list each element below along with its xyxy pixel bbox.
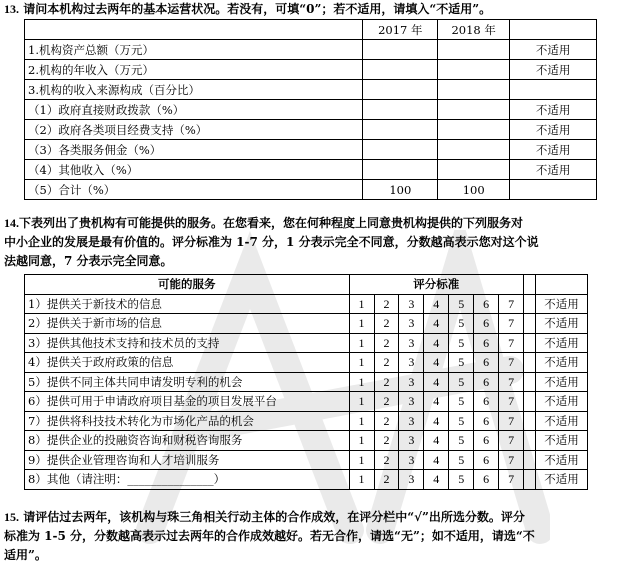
table-row	[25, 160, 597, 180]
score-option-7[interactable]: 7	[499, 314, 524, 334]
service-label: 7）提供将科技技术转化为市场化产品的机会	[25, 411, 350, 431]
table-row	[25, 372, 588, 392]
gap-cell	[524, 294, 536, 314]
score-option-1[interactable]: 1	[349, 411, 374, 431]
score-option-3[interactable]: 3	[399, 294, 424, 314]
question-text: 请问本机构过去两年的基本运营状况。若没有，可填“0”；若不适用，请填入“不适用”。	[23, 2, 492, 16]
not-applicable-option[interactable]: 不适用	[510, 120, 597, 140]
score-option-1[interactable]: 1	[349, 392, 374, 412]
header-service: 可能的服务	[25, 275, 350, 295]
score-option-1[interactable]: 1	[349, 431, 374, 451]
table-header-row	[25, 275, 588, 295]
value-2017[interactable]	[363, 140, 438, 160]
score-option-7[interactable]: 7	[499, 450, 524, 470]
score-option-5[interactable]: 5	[449, 353, 474, 373]
score-option-4[interactable]: 4	[424, 450, 449, 470]
table-row	[25, 100, 597, 120]
score-option-5[interactable]: 5	[449, 450, 474, 470]
service-label: 3）提供其他技术支持和技术员的支持	[25, 333, 350, 353]
question-13	[4, 0, 491, 19]
table-header-row	[25, 20, 597, 40]
header-na-blank	[510, 20, 597, 40]
question-number: 14.	[4, 216, 19, 230]
row-label: （3）各类服务佣金（%）	[25, 140, 363, 160]
services-rating-table	[24, 274, 588, 490]
table-row	[25, 431, 588, 451]
not-applicable-option[interactable]: 不适用	[536, 392, 588, 412]
score-option-2[interactable]: 2	[374, 431, 399, 451]
score-option-3[interactable]: 3	[399, 353, 424, 373]
table-row	[25, 411, 588, 431]
score-option-3[interactable]: 3	[399, 431, 424, 451]
not-applicable-option[interactable]: 不适用	[536, 333, 588, 353]
not-applicable-option[interactable]	[510, 180, 597, 200]
score-option-1[interactable]: 1	[349, 294, 374, 314]
gap-cell	[524, 392, 536, 412]
gap-cell	[524, 470, 536, 490]
value-2018[interactable]	[438, 40, 510, 60]
not-applicable-option[interactable]: 不适用	[536, 372, 588, 392]
table-row	[25, 470, 588, 490]
question-text-line3: 法越同意，7 分表示完全同意。	[4, 254, 173, 268]
table-row	[25, 140, 597, 160]
score-option-6[interactable]: 6	[474, 431, 499, 451]
value-2017[interactable]	[363, 160, 438, 180]
score-option-2[interactable]: 2	[374, 294, 399, 314]
score-option-7[interactable]: 7	[499, 431, 524, 451]
score-option-6[interactable]: 6	[474, 372, 499, 392]
score-option-7[interactable]: 7	[499, 372, 524, 392]
gap-cell	[524, 333, 536, 353]
row-label: （2）政府各类项目经费支持（%）	[25, 120, 363, 140]
score-option-1[interactable]: 1	[349, 470, 374, 490]
service-label: 8）其他（请注明：_______________）	[25, 470, 350, 490]
score-option-5[interactable]: 5	[449, 431, 474, 451]
header-na-blank	[536, 275, 588, 295]
table-row	[25, 120, 597, 140]
question-text-line1: 请评估过去两年，该机构与珠三角相关行动主体的合作成效，在评分栏中“√”出所选分数。评分	[23, 510, 525, 524]
not-applicable-option[interactable]: 不适用	[510, 40, 597, 60]
table-row	[25, 80, 597, 100]
score-option-5[interactable]: 5	[449, 294, 474, 314]
not-applicable-option[interactable]: 不适用	[510, 140, 597, 160]
gap-cell	[524, 411, 536, 431]
score-option-2[interactable]: 2	[374, 333, 399, 353]
score-option-2[interactable]: 2	[374, 353, 399, 373]
score-option-6[interactable]: 6	[474, 353, 499, 373]
value-2017[interactable]	[363, 80, 438, 100]
table-row	[25, 392, 588, 412]
score-option-2[interactable]: 2	[374, 314, 399, 334]
score-option-2[interactable]: 2	[374, 470, 399, 490]
service-label: 9）提供企业管理咨询和人才培训服务	[25, 450, 350, 470]
service-label: 5）提供不同主体共同申请发明专利的机会	[25, 372, 350, 392]
value-2018[interactable]	[438, 80, 510, 100]
score-option-5[interactable]: 5	[449, 314, 474, 334]
score-option-6[interactable]: 6	[474, 314, 499, 334]
score-option-6[interactable]: 6	[474, 450, 499, 470]
score-option-2[interactable]: 2	[374, 372, 399, 392]
question-14	[4, 214, 624, 271]
operations-table	[24, 19, 597, 200]
row-label: （5）合计（%）	[25, 180, 363, 200]
not-applicable-option[interactable]	[510, 80, 597, 100]
value-2018[interactable]	[438, 140, 510, 160]
score-option-6[interactable]: 6	[474, 411, 499, 431]
score-option-2[interactable]: 2	[374, 392, 399, 412]
service-label: 1）提供关于新技术的信息	[25, 294, 350, 314]
score-option-4[interactable]: 4	[424, 314, 449, 334]
header-gap	[524, 275, 536, 295]
value-2018[interactable]	[438, 160, 510, 180]
table-row	[25, 40, 597, 60]
row-label: 3.机构的收入来源构成（百分比）	[25, 80, 363, 100]
score-option-3[interactable]: 3	[399, 392, 424, 412]
header-score: 评分标准	[349, 275, 523, 295]
header-2018: 2018 年	[438, 20, 510, 40]
value-2017[interactable]	[363, 40, 438, 60]
not-applicable-option[interactable]: 不适用	[510, 100, 597, 120]
question-15	[4, 508, 624, 565]
row-label: 1.机构资产总额（万元）	[25, 40, 363, 60]
score-option-7[interactable]: 7	[499, 294, 524, 314]
question-text-line2: 中小企业的发展是最有价值的。评分标准为 1-7 分，1 分表示完全不同意，分数越高表示您对这个说	[4, 235, 539, 249]
service-label: 8）提供企业的投融资咨询和财税咨询服务	[25, 431, 350, 451]
not-applicable-option[interactable]: 不适用	[510, 60, 597, 80]
score-option-1[interactable]: 1	[349, 450, 374, 470]
score-option-5[interactable]: 5	[449, 470, 474, 490]
value-2017[interactable]	[363, 60, 438, 80]
score-option-4[interactable]: 4	[424, 372, 449, 392]
score-option-6[interactable]: 6	[474, 470, 499, 490]
question-text-line1: 下表列出了贵机构有可能提供的服务。在您看来，您在何种程度上同意贵机构提供的下列服务对	[19, 216, 524, 230]
score-option-7[interactable]: 7	[499, 353, 524, 373]
score-option-5[interactable]: 5	[449, 333, 474, 353]
score-option-7[interactable]: 7	[499, 411, 524, 431]
question-number: 15.	[4, 510, 19, 524]
table-row	[25, 180, 597, 200]
score-option-3[interactable]: 3	[399, 314, 424, 334]
score-option-4[interactable]: 4	[424, 294, 449, 314]
not-applicable-option[interactable]: 不适用	[510, 160, 597, 180]
service-label: 4）提供关于政府政策的信息	[25, 353, 350, 373]
score-option-5[interactable]: 5	[449, 411, 474, 431]
not-applicable-option[interactable]: 不适用	[536, 411, 588, 431]
score-option-1[interactable]: 1	[349, 333, 374, 353]
table-row	[25, 353, 588, 373]
score-option-6[interactable]: 6	[474, 392, 499, 412]
not-applicable-option[interactable]: 不适用	[536, 353, 588, 373]
not-applicable-option[interactable]: 不适用	[536, 294, 588, 314]
value-2018[interactable]	[438, 60, 510, 80]
row-label: 2.机构的年收入（万元）	[25, 60, 363, 80]
score-option-6[interactable]: 6	[474, 333, 499, 353]
score-option-4[interactable]: 4	[424, 353, 449, 373]
value-2018[interactable]: 100	[438, 180, 510, 200]
table-row	[25, 450, 588, 470]
header-2017: 2017 年	[363, 20, 438, 40]
question-number: 13.	[4, 2, 19, 16]
gap-cell	[524, 372, 536, 392]
score-option-1[interactable]: 1	[349, 314, 374, 334]
header-blank	[25, 20, 363, 40]
score-option-7[interactable]: 7	[499, 392, 524, 412]
gap-cell	[524, 353, 536, 373]
value-2018[interactable]	[438, 100, 510, 120]
score-option-5[interactable]: 5	[449, 372, 474, 392]
service-label: 2）提供关于新市场的信息	[25, 314, 350, 334]
table-row	[25, 333, 588, 353]
score-option-7[interactable]: 7	[499, 470, 524, 490]
value-2017[interactable]: 100	[363, 180, 438, 200]
table-row	[25, 294, 588, 314]
not-applicable-option[interactable]: 不适用	[536, 470, 588, 490]
row-label: （1）政府直接财政拨款（%）	[25, 100, 363, 120]
score-option-4[interactable]: 4	[424, 392, 449, 412]
score-option-5[interactable]: 5	[449, 392, 474, 412]
value-2018[interactable]	[438, 120, 510, 140]
gap-cell	[524, 314, 536, 334]
score-option-1[interactable]: 1	[349, 372, 374, 392]
question-text-line2: 标准为 1-5 分，分数越高表示过去两年的合作成效越好。若无合作，请选“无”；如不适用，请选“不	[4, 529, 535, 543]
score-option-3[interactable]: 3	[399, 470, 424, 490]
score-option-2[interactable]: 2	[374, 450, 399, 470]
score-option-7[interactable]: 7	[499, 333, 524, 353]
not-applicable-option[interactable]: 不适用	[536, 431, 588, 451]
score-option-6[interactable]: 6	[474, 294, 499, 314]
gap-cell	[524, 450, 536, 470]
gap-cell	[524, 431, 536, 451]
not-applicable-option[interactable]: 不适用	[536, 450, 588, 470]
score-option-3[interactable]: 3	[399, 411, 424, 431]
row-label: （4）其他收入（%）	[25, 160, 363, 180]
score-option-4[interactable]: 4	[424, 431, 449, 451]
score-option-3[interactable]: 3	[399, 372, 424, 392]
service-label: 6）提供可用于申请政府项目基金的项目发展平台	[25, 392, 350, 412]
value-2017[interactable]	[363, 120, 438, 140]
table-row	[25, 314, 588, 334]
score-option-4[interactable]: 4	[424, 411, 449, 431]
table-row	[25, 60, 597, 80]
score-option-3[interactable]: 3	[399, 450, 424, 470]
value-2017[interactable]	[363, 100, 438, 120]
score-option-2[interactable]: 2	[374, 411, 399, 431]
score-option-1[interactable]: 1	[349, 353, 374, 373]
score-option-4[interactable]: 4	[424, 333, 449, 353]
not-applicable-option[interactable]: 不适用	[536, 314, 588, 334]
question-text-line3: 适用”。	[4, 548, 47, 562]
score-option-4[interactable]: 4	[424, 470, 449, 490]
score-option-3[interactable]: 3	[399, 333, 424, 353]
